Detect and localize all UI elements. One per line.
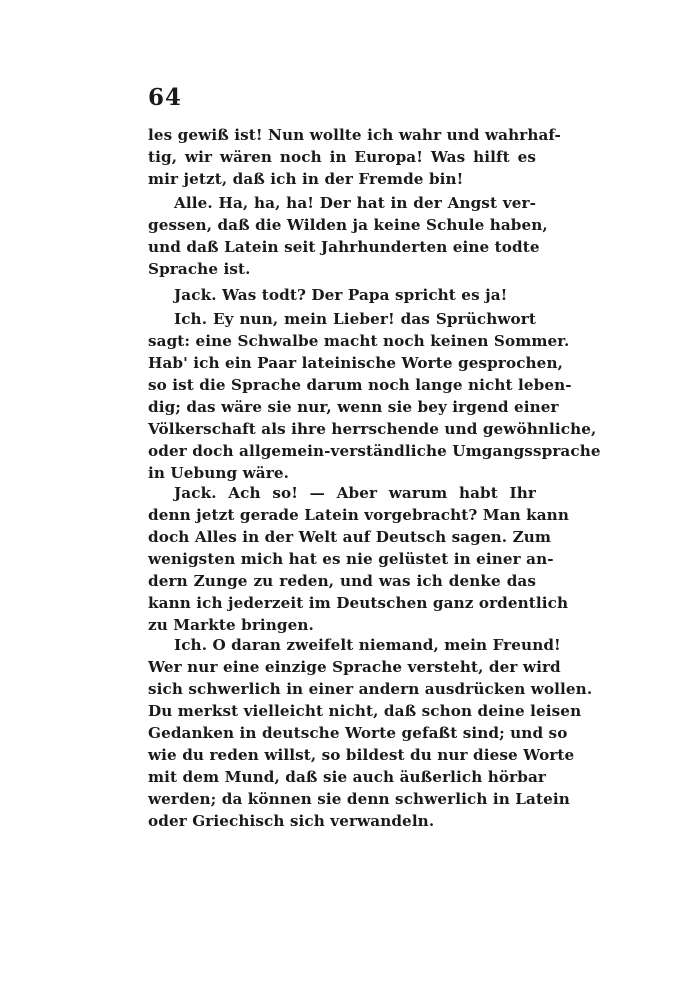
text-line: dern Zunge zu reden, und was ich denke das: [148, 572, 536, 590]
text-line: wie du reden willst, so bildest du nur diese Worte: [148, 746, 575, 764]
text-line: dig; das wäre sie nur, wenn sie bey irgend einer: [148, 398, 559, 416]
text-line: Ich. O daran zweifelt niemand, mein Freund!: [174, 636, 561, 654]
text-line: les gewiß ist! Nun wollte ich wahr und wahrhaf-: [148, 126, 561, 144]
text-line: Alle. Ha, ha, ha! Der hat in der Angst ver-: [174, 194, 536, 212]
text-line: kann ich jederzeit im Deutschen ganz ordentlich: [148, 594, 569, 612]
text-line: mir jetzt, daß ich in der Fremde bin!: [148, 170, 464, 188]
text-line: Völkerschaft als ihre herrschende und gewöhnliche,: [148, 420, 597, 438]
text-line: Sprache ist.: [148, 260, 251, 278]
text-line: denn jetzt gerade Latein vorgebracht? Man kann: [148, 506, 569, 524]
text-line: so ist die Sprache darum noch lange nicht leben-: [148, 376, 572, 394]
paragraph-jack-1: [148, 284, 536, 306]
text-line: Hab' ich ein Paar lateinische Worte gesprochen,: [148, 354, 563, 372]
text-line: Wer nur eine einzige Sprache versteht, der wird: [148, 658, 561, 676]
paragraph-jack-2: [148, 482, 569, 636]
text-line: Ich. Ey nun, mein Lieber! das Sprüchwort: [174, 310, 536, 328]
text-line: werden; da können sie denn schwerlich in Latein: [148, 790, 570, 808]
text-line: zu Markte bringen.: [148, 616, 314, 634]
text-line: sagt: eine Schwalbe macht noch keinen Sommer.: [148, 332, 570, 350]
text-line: Du merkst vielleicht nicht, daß schon deine leisen: [148, 702, 582, 720]
text-line: in Uebung wäre.: [148, 464, 289, 482]
paragraph-ich-2: [148, 634, 593, 832]
text-line: und daß Latein seit Jahrhunderten eine todte: [148, 238, 540, 256]
paragraph-ich-1: [148, 308, 601, 484]
text-line: oder Griechisch sich verwandeln.: [148, 812, 435, 830]
text-line: Jack. Was todt? Der Papa spricht es ja!: [174, 286, 508, 304]
text-line: mit dem Mund, daß sie auch äußerlich hörbar: [148, 768, 547, 786]
text-line: doch Alles in der Welt auf Deutsch sagen. Zum: [148, 528, 552, 546]
text-line: sich schwerlich in einer andern ausdrücken wollen.: [148, 680, 593, 698]
text-line: wenigsten mich hat es nie gelüstet in einer an-: [148, 550, 554, 568]
page-number: 64: [148, 84, 183, 111]
paragraph-continuation: [148, 124, 561, 190]
text-line: Jack. Ach so! — Aber warum habt Ihr: [174, 484, 536, 502]
text-line: tig, wir wären noch in Europa! Was hilft es: [148, 148, 536, 166]
text-line: Gedanken in deutsche Worte gefaßt sind; und so: [148, 724, 568, 742]
paragraph-alle: [148, 192, 548, 280]
text-line: oder doch allgemein-verständliche Umgangssprache: [148, 442, 601, 460]
text-line: gessen, daß die Wilden ja keine Schule haben,: [148, 216, 548, 234]
